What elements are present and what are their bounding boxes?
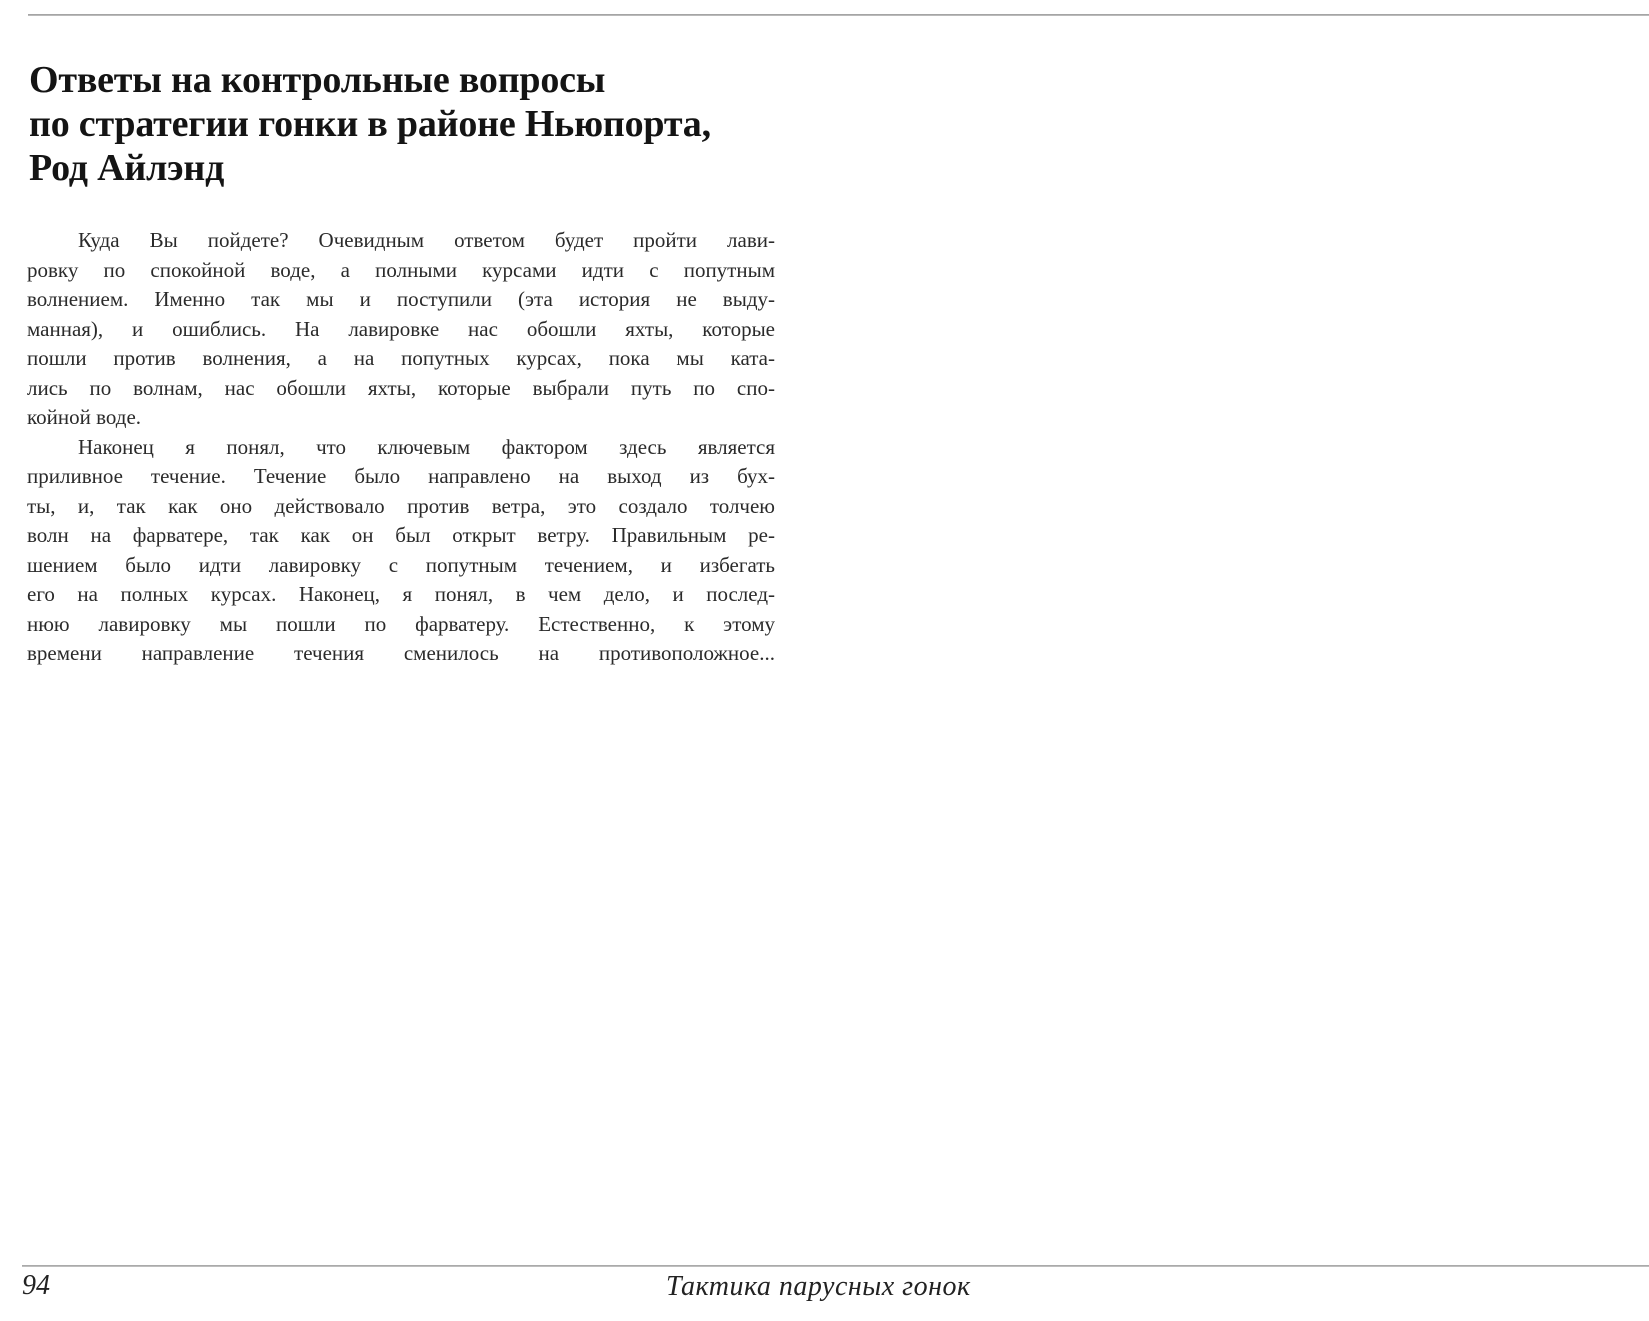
text-line: ты, и, так как оно действовало против ветра, это создало толчею xyxy=(27,493,775,518)
text-line: его на полных курсах. Наконец, я понял, в чем дело, и послед- xyxy=(27,582,775,606)
text-line: манная), и ошиблись. На лавировке нас обошли яхты, которые xyxy=(27,316,775,341)
text-line: волнением. Именно так мы и поступили (эта история не выду- xyxy=(27,287,775,311)
section-title-line: Род Айлэнд xyxy=(29,147,225,189)
paragraph-2 xyxy=(27,433,775,669)
section-title xyxy=(29,58,711,190)
paragraph-1 xyxy=(27,226,775,433)
text-line: времени направление течения сменилось на противоположное... xyxy=(27,641,775,665)
bottom-rule xyxy=(22,1265,1649,1267)
text-line: ровку по спокойной воде, а полными курсами идти с попутным xyxy=(27,257,775,282)
text-line: приливное течение. Течение было направлено на выход из бух- xyxy=(27,464,775,488)
section-title-line: по стратегии гонки в районе Ньюпорта, xyxy=(29,103,711,145)
section-title-line: Ответы на контрольные вопросы xyxy=(29,59,606,101)
body-text xyxy=(27,226,775,669)
text-line: лись по волнам, нас обошли яхты, которые выбрали путь по спо- xyxy=(27,375,775,400)
text-line: Куда Вы пойдете? Очевидным ответом будет пройти лави- xyxy=(78,228,775,252)
text-line: шением было идти лавировку с попутным течением, и избегать xyxy=(27,552,775,577)
text-line: Наконец я понял, что ключевым фактором здесь является xyxy=(78,434,775,459)
running-title: Тактика парусных гонок xyxy=(666,1271,971,1302)
text-line: нюю лавировку мы пошли по фарватеру. Естественно, к этому xyxy=(27,611,775,636)
text-line: койной воде. xyxy=(27,405,142,429)
text-line: пошли против волнения, а на попутных курсах, пока мы ката- xyxy=(27,346,775,370)
text-line: волн на фарватере, так как он был открыт ветру. Правильным ре- xyxy=(27,523,775,547)
page-number: 94 xyxy=(22,1270,50,1301)
top-rule xyxy=(28,14,1649,16)
